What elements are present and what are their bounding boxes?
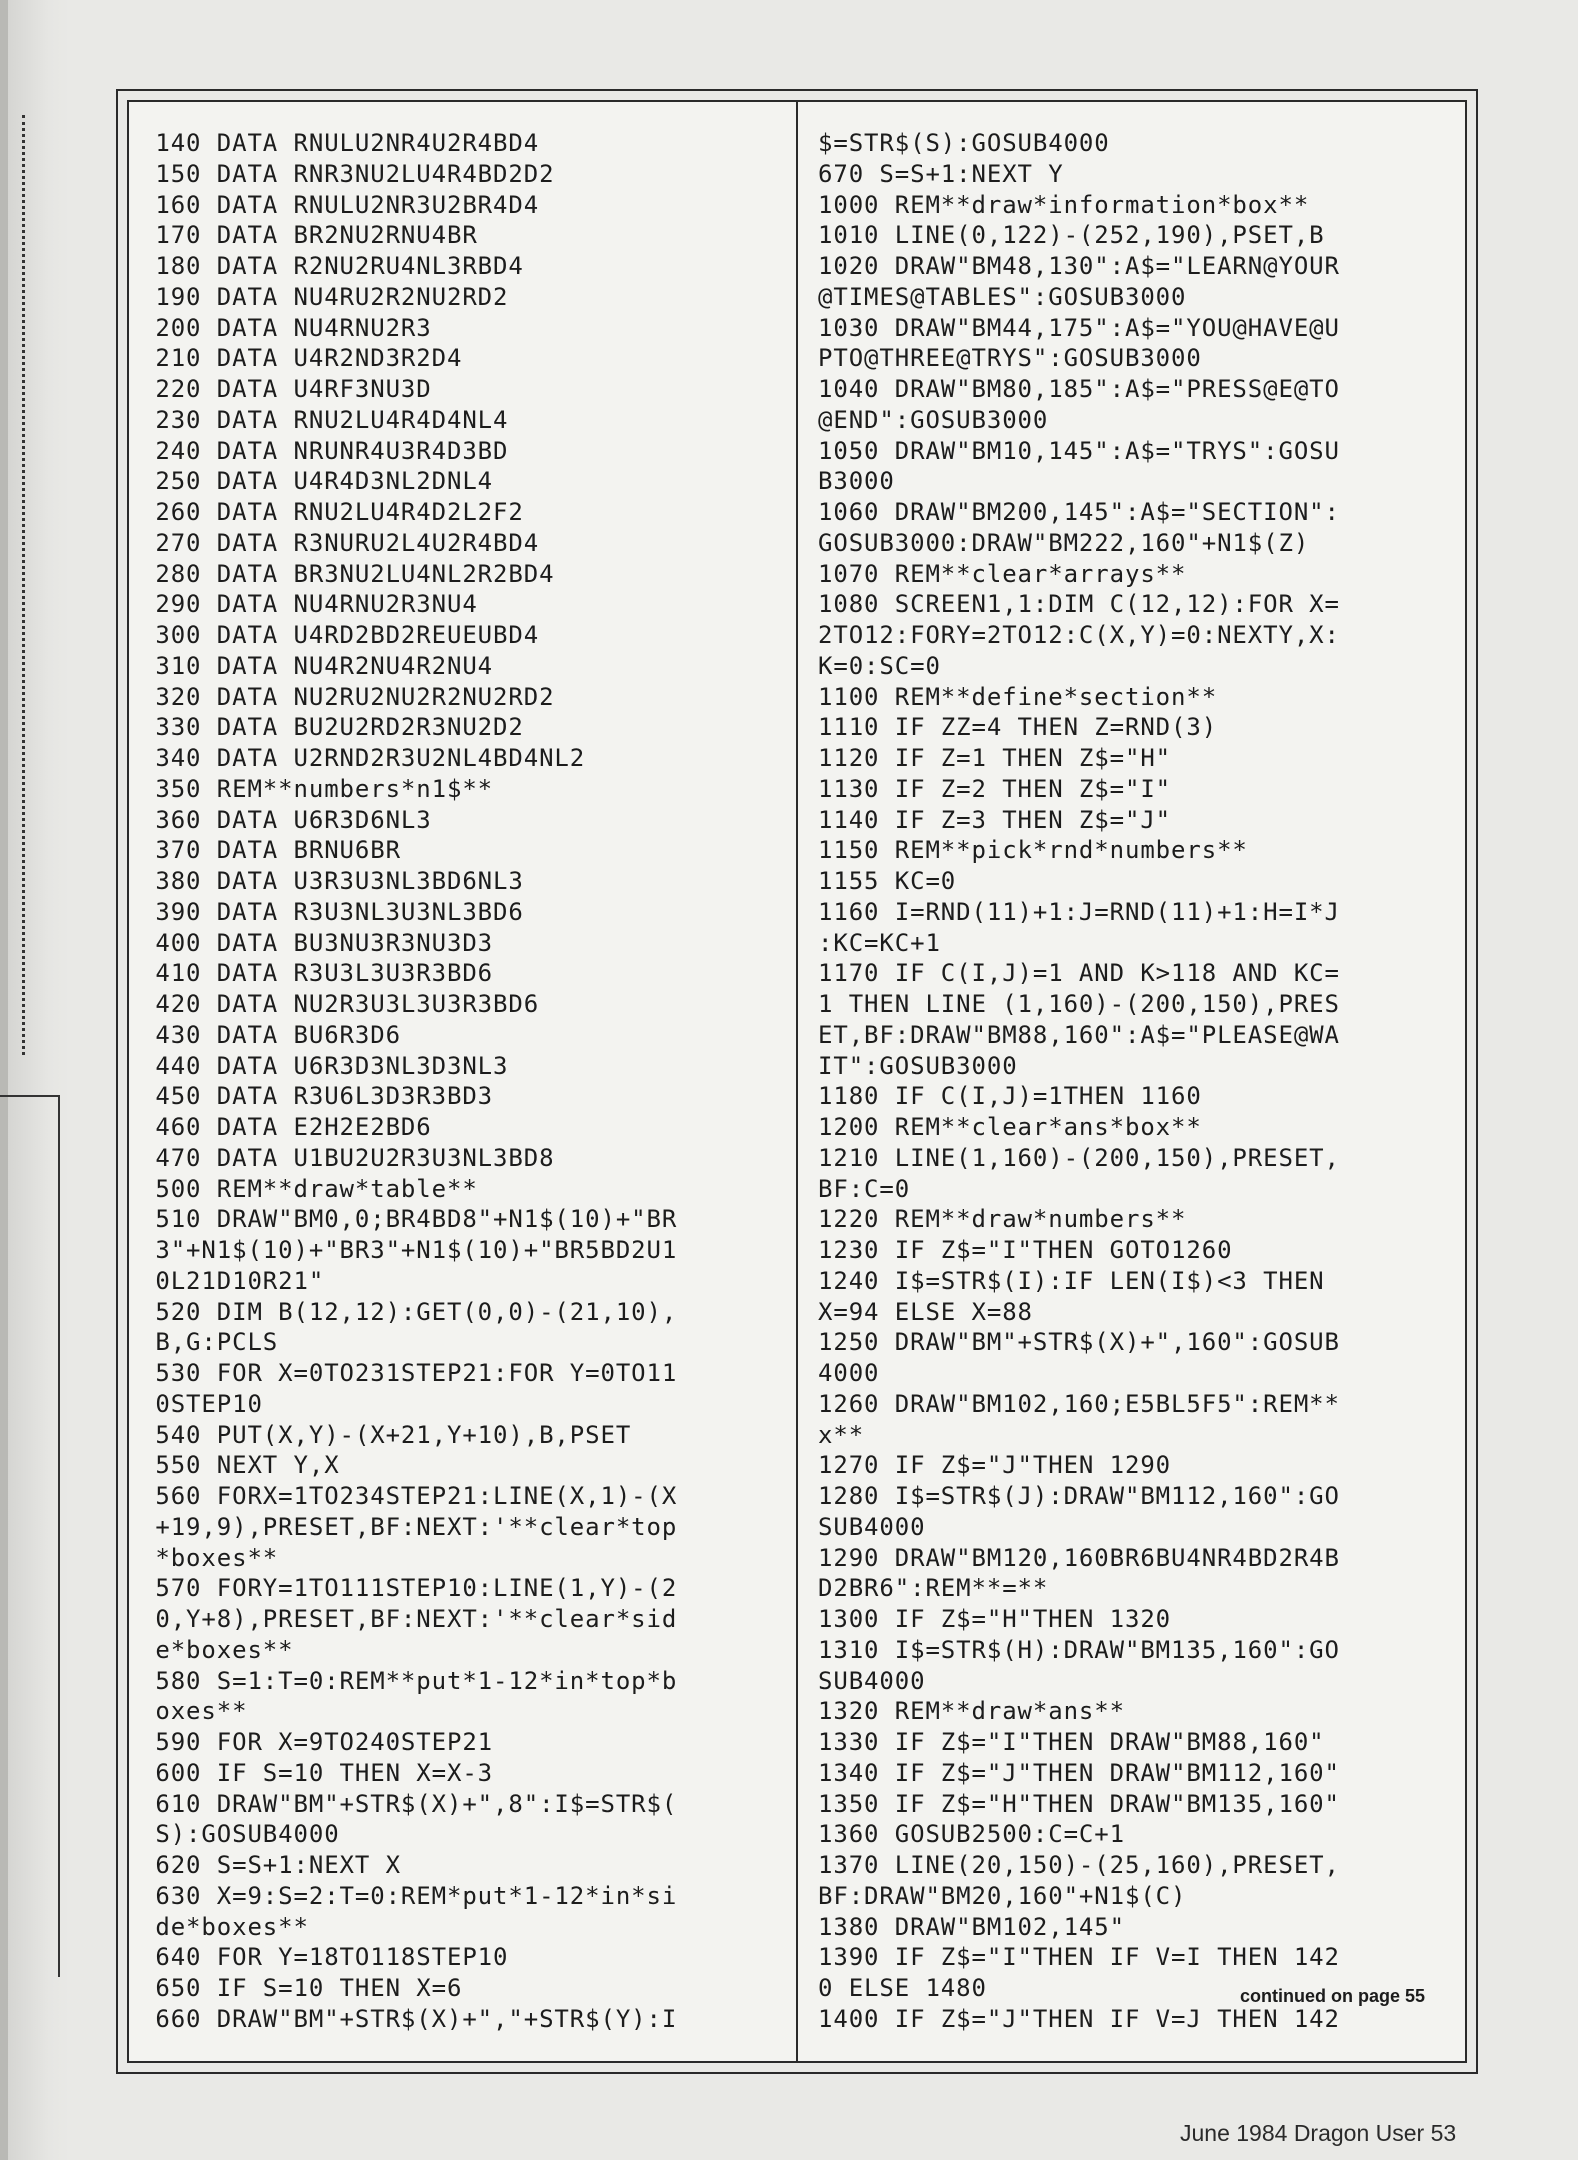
code-line: 390 DATA R3U3NL3U3NL3BD6	[140, 897, 524, 926]
code-line: 580 S=1:T=0:REM**put*1-12*in*top*b	[140, 1666, 678, 1695]
code-line: +19,9),PRESET,BF:NEXT:'**clear*top	[140, 1512, 678, 1541]
code-line: 1020 DRAW"BM48,130":A$="LEARN@YOUR	[818, 252, 1340, 280]
code-line: 210 DATA U4R2ND3R2D4	[140, 344, 463, 373]
code-line: 590 FOR X=9TO240STEP21	[140, 1728, 494, 1756]
code-line: 380 DATA U3R3U3NL3BD6NL3	[140, 867, 524, 895]
code-line: 1110 IF ZZ=4 THEN Z=RND(3)	[818, 713, 1218, 742]
code-line: 330 DATA BU2U2RD2R3NU2D2	[140, 713, 524, 742]
code-line: 1240 I$=STR$(I):IF LEN(I$)<3 THEN	[818, 1266, 1325, 1295]
code-line: BF:C=0	[818, 1174, 911, 1203]
code-line: 570 FORY=1TO111STEP10:LINE(1,Y)-(2	[140, 1574, 678, 1603]
code-line: 1000 REM**draw*information*box**	[818, 190, 1310, 219]
code-line: 160 DATA RNULU2NR3U2BR4D4	[140, 190, 540, 219]
code-line: 1010 LINE(0,122)-(252,190),PSET,B	[818, 221, 1325, 250]
code-line: 250 DATA U4R4D3NL2DNL4	[140, 467, 494, 496]
code-line: D2BR6":REM**=**	[818, 1574, 1049, 1603]
code-line: SUB4000	[818, 1512, 926, 1541]
code-line: 450 DATA R3U6L3D3R3BD3	[140, 1082, 494, 1111]
code-line: 1370 LINE(20,150)-(25,160),PRESET,	[818, 1851, 1340, 1879]
code-line: 600 IF S=10 THEN X=X-3	[140, 1758, 494, 1787]
code-line: 3"+N1$(10)+"BR3"+N1$(10)+"BR5BD2U1	[140, 1236, 678, 1264]
code-line: 610 DRAW"BM"+STR$(X)+",8":I$=STR$(	[140, 1789, 678, 1818]
code-line: 1220 REM**draw*numbers**	[818, 1205, 1187, 1234]
code-line: 2TO12:FORY=2TO12:C(X,Y)=0:NEXTY,X:	[818, 621, 1340, 649]
code-line: 280 DATA BR3NU2LU4NL2R2BD4	[140, 559, 555, 588]
code-line: 410 DATA R3U3L3U3R3BD6	[140, 959, 494, 988]
code-line: 240 DATA NRUNR4U3R4D3BD	[140, 436, 509, 465]
code-line: 1060 DRAW"BM200,145":A$="SECTION":	[818, 498, 1340, 526]
code-line: 1040 DRAW"BM80,185":A$="PRESS@E@TO	[818, 375, 1340, 403]
code-line: X=94 ELSE X=88	[818, 1297, 1033, 1326]
code-line: 1070 REM**clear*arrays**	[818, 559, 1187, 588]
code-line: 310 DATA NU4R2NU4R2NU4	[140, 651, 494, 680]
code-line: IT":GOSUB3000	[818, 1051, 1018, 1080]
code-line: 1230 IF Z$="I"THEN GOTO1260	[818, 1236, 1233, 1264]
code-line: 1320 REM**draw*ans**	[818, 1697, 1125, 1726]
binding-stitch	[2, 115, 25, 1055]
code-line: 1030 DRAW"BM44,175":A$="YOU@HAVE@U	[818, 313, 1340, 342]
code-line: 1140 IF Z=3 THEN Z$="J"	[818, 805, 1172, 834]
code-line: 350 REM**numbers*n1$**	[140, 774, 494, 803]
code-line: 550 NEXT Y,X	[140, 1451, 340, 1480]
code-line: $=STR$(S):GOSUB4000	[818, 129, 1110, 157]
code-line: 0STEP10	[140, 1389, 263, 1418]
page-folio: June 1984 Dragon User 53	[1180, 2120, 1457, 2146]
code-line: 0 ELSE 1480	[818, 1974, 987, 2002]
code-line: 430 DATA BU6R3D6	[140, 1020, 401, 1049]
code-line: 1155 KC=0	[818, 867, 957, 895]
code-line: 630 X=9:S=2:T=0:REM*put*1-12*in*si	[140, 1881, 678, 1910]
code-line: ET,BF:DRAW"BM88,160":A$="PLEASE@WA	[818, 1020, 1340, 1049]
code-line: 370 DATA BRNU6BR	[140, 836, 401, 865]
code-line: SUB4000	[818, 1666, 926, 1695]
code-line: 1280 I$=STR$(J):DRAW"BM112,160":GO	[818, 1482, 1340, 1510]
code-line: 190 DATA NU4RU2R2NU2RD2	[140, 282, 509, 311]
code-line: 540 PUT(X,Y)-(X+21,Y+10),B,PSET	[140, 1420, 632, 1449]
code-line: 0,Y+8),PRESET,BF:NEXT:'**clear*sid	[140, 1605, 678, 1633]
code-line: 140 DATA RNULU2NR4U2R4BD4	[140, 129, 540, 157]
code-line: 510 DRAW"BM0,0;BR4BD8"+N1$(10)+"BR	[140, 1205, 678, 1234]
code-line: 1130 IF Z=2 THEN Z$="I"	[818, 774, 1172, 803]
code-line: 470 DATA U1BU2U2R3U3NL3BD8	[140, 1143, 555, 1172]
code-line: 640 FOR Y=18TO118STEP10	[140, 1943, 509, 1972]
code-line: 360 DATA U6R3D6NL3	[140, 805, 432, 834]
code-line: 560 FORX=1TO234STEP21:LINE(X,1)-(X	[140, 1482, 678, 1510]
code-line: de*boxes**	[140, 1912, 309, 1941]
code-line: oxes**	[140, 1697, 248, 1726]
code-line: 650 IF S=10 THEN X=6	[140, 1974, 463, 2002]
code-line: *boxes**	[140, 1543, 279, 1572]
code-line: K=0:SC=0	[818, 651, 941, 680]
code-line: 180 DATA R2NU2RU4NL3RBD4	[140, 252, 524, 280]
code-line: 1340 IF Z$="J"THEN DRAW"BM112,160"	[818, 1758, 1340, 1787]
code-line: 620 S=S+1:NEXT X	[140, 1851, 401, 1879]
code-line: 260 DATA RNU2LU4R4D2L2F2	[140, 498, 524, 526]
code-line: B3000	[818, 467, 895, 496]
code-line: e*boxes**	[140, 1635, 294, 1664]
code-line: 1350 IF Z$="H"THEN DRAW"BM135,160"	[818, 1789, 1340, 1818]
code-line: :KC=KC+1	[818, 928, 941, 957]
listing-left-column	[140, 128, 677, 2035]
code-line: 1080 SCREEN1,1:DIM C(12,12):FOR X=	[818, 590, 1340, 619]
code-line: 1210 LINE(1,160)-(200,150),PRESET,	[818, 1143, 1340, 1172]
code-line: PTO@THREE@TRYS":GOSUB3000	[818, 344, 1202, 373]
continued-note: continued on page 55	[1240, 1986, 1426, 2006]
column-divider	[796, 102, 798, 2061]
code-line: 530 FOR X=0TO231STEP21:FOR Y=0TO11	[140, 1359, 678, 1387]
code-line: 220 DATA U4RF3NU3D	[140, 375, 432, 403]
code-line: 1310 I$=STR$(H):DRAW"BM135,160":GO	[818, 1635, 1340, 1664]
code-line: 1250 DRAW"BM"+STR$(X)+",160":GOSUB	[818, 1328, 1340, 1357]
code-line: 170 DATA BR2NU2RNU4BR	[140, 221, 478, 250]
code-line: 500 REM**draw*table**	[140, 1174, 478, 1203]
code-line: S):GOSUB4000	[140, 1820, 340, 1849]
code-line: 150 DATA RNR3NU2LU4R4BD2D2	[140, 159, 555, 188]
code-line: 270 DATA R3NURU2L4U2R4BD4	[140, 528, 540, 557]
code-line: 0L21D10R21"	[140, 1266, 325, 1295]
code-line: 320 DATA NU2RU2NU2R2NU2RD2	[140, 682, 555, 711]
code-line: 1400 IF Z$="J"THEN IF V=J THEN 142	[818, 2004, 1340, 2033]
code-line: 440 DATA U6R3D3NL3D3NL3	[140, 1051, 509, 1080]
code-line: 1300 IF Z$="H"THEN 1320	[818, 1605, 1172, 1633]
code-line: 670 S=S+1:NEXT Y	[818, 159, 1064, 188]
code-line: 1290 DRAW"BM120,160BR6BU4NR4BD2R4B	[818, 1543, 1340, 1572]
code-line: 4000	[818, 1359, 880, 1387]
code-line: 660 DRAW"BM"+STR$(X)+","+STR$(Y):I	[140, 2004, 678, 2033]
code-line: 300 DATA U4RD2BD2REUEUBD4	[140, 621, 540, 649]
code-line: 1120 IF Z=1 THEN Z$="H"	[818, 744, 1172, 772]
code-line: BF:DRAW"BM20,160"+N1$(C)	[818, 1881, 1187, 1910]
code-line: 1180 IF C(I,J)=1THEN 1160	[818, 1082, 1202, 1111]
code-line: 1330 IF Z$="I"THEN DRAW"BM88,160"	[818, 1728, 1325, 1756]
code-line: 400 DATA BU3NU3R3NU3D3	[140, 928, 494, 957]
code-line: 1170 IF C(I,J)=1 AND K>118 AND KC=	[818, 959, 1340, 988]
code-line: x**	[818, 1420, 865, 1449]
code-line: 230 DATA RNU2LU4R4D4NL4	[140, 405, 509, 434]
code-line: 1360 GOSUB2500:C=C+1	[818, 1820, 1125, 1849]
code-line: 1150 REM**pick*rnd*numbers**	[818, 836, 1248, 865]
code-line: @END":GOSUB3000	[818, 405, 1049, 434]
code-line: 1380 DRAW"BM102,145"	[818, 1912, 1125, 1941]
code-line: 1200 REM**clear*ans*box**	[818, 1113, 1202, 1141]
code-line: 1160 I=RND(11)+1:J=RND(11)+1:H=I*J	[818, 897, 1340, 926]
code-line: 1050 DRAW"BM10,145":A$="TRYS":GOSU	[818, 436, 1340, 465]
code-line: 1260 DRAW"BM102,160;E5BL5F5":REM**	[818, 1389, 1340, 1418]
code-line: 520 DIM B(12,12):GET(0,0)-(21,10),	[140, 1297, 678, 1326]
code-line: 1 THEN LINE (1,160)-(200,150),PRES	[818, 990, 1340, 1018]
code-line: 340 DATA U2RND2R3U2NL4BD4NL2	[140, 744, 586, 772]
code-line: 1100 REM**define*section**	[818, 682, 1218, 711]
code-line: B,G:PCLS	[140, 1328, 279, 1357]
code-line: 460 DATA E2H2E2BD6	[140, 1113, 432, 1141]
code-line: 290 DATA NU4RNU2R3NU4	[140, 590, 478, 619]
code-line: @TIMES@TABLES":GOSUB3000	[818, 282, 1187, 311]
code-line: 420 DATA NU2R3U3L3U3R3BD6	[140, 990, 540, 1018]
adjacent-page-frame	[0, 1095, 60, 1977]
code-line: 1390 IF Z$="I"THEN IF V=I THEN 142	[818, 1943, 1340, 1972]
code-line: 1270 IF Z$="J"THEN 1290	[818, 1451, 1172, 1480]
listing-right-column	[818, 128, 1340, 2035]
code-line: 200 DATA NU4RNU2R3	[140, 313, 432, 342]
code-line: GOSUB3000:DRAW"BM222,160"+N1$(Z)	[818, 528, 1310, 557]
